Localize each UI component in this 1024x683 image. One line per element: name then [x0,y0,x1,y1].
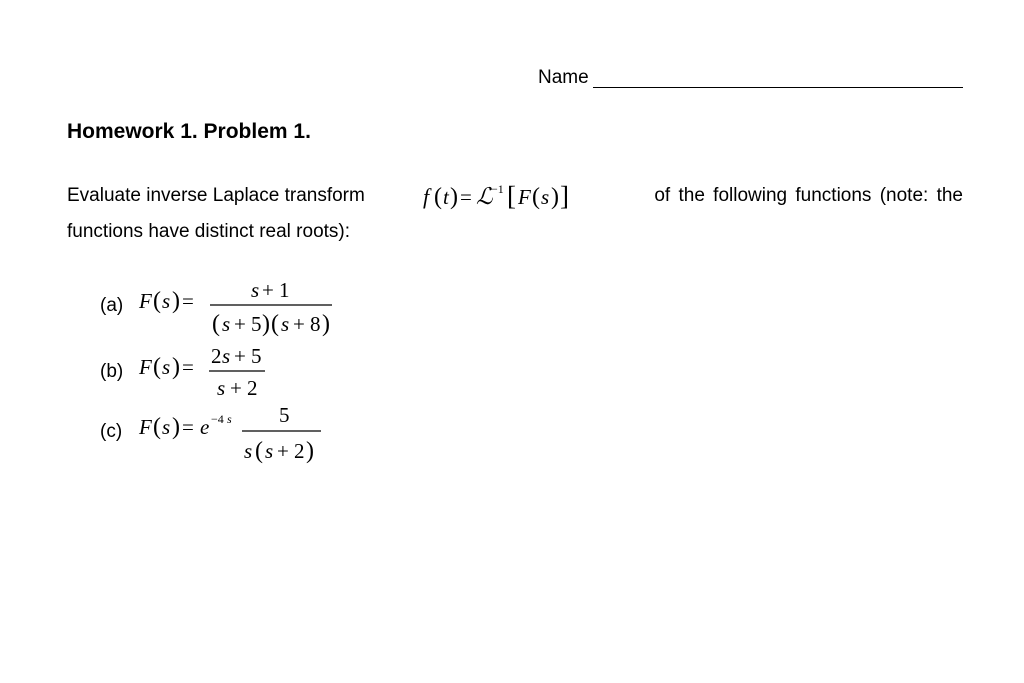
instructions-after-formula: of the following functions (note: the [654,185,963,206]
svg-text:+: + [234,312,246,336]
svg-text:8: 8 [310,312,321,336]
problem-a-formula [136,276,346,338]
instructions-line-2: functions have distinct real roots): [67,221,351,242]
problem-c-formula [136,402,336,466]
svg-text:): ) [322,311,330,337]
svg-text:(: ( [212,311,220,337]
svg-text:F: F [139,289,152,313]
svg-text:): ) [262,311,270,337]
svg-text:−4: −4 [211,412,224,426]
svg-text:s: s [244,439,253,463]
svg-text:+: + [230,376,242,400]
svg-text:t: t [443,185,449,209]
svg-text:(: ( [532,184,540,210]
svg-text:s: s [222,312,231,336]
svg-text:2: 2 [294,439,305,463]
svg-text:(: ( [153,414,161,440]
svg-text:−1: −1 [491,182,504,196]
svg-text:(: ( [271,311,279,337]
svg-text:[: [ [507,181,516,211]
svg-text:s: s [217,376,226,400]
svg-text:s: s [251,278,260,302]
svg-text:): ) [172,354,180,380]
svg-text:s: s [227,412,232,426]
svg-text:s: s [162,289,171,313]
svg-text:+: + [277,439,289,463]
svg-text:s: s [162,355,171,379]
svg-text:(: ( [153,354,161,380]
svg-text:F: F [139,355,152,379]
svg-text:2: 2 [211,344,222,368]
name-label: Name [538,67,589,88]
svg-text:): ) [450,184,458,210]
svg-text:+: + [293,312,305,336]
svg-text:f: f [423,184,430,209]
svg-text:5: 5 [251,344,262,368]
svg-text:=: = [182,415,194,439]
problem-b-label: (b) [100,361,124,382]
instructions-before-formula: Evaluate inverse Laplace transform [67,185,365,206]
problem-a-label: (a) [100,295,124,316]
svg-text:+: + [262,278,274,302]
svg-text:(: ( [255,438,263,464]
svg-text:ℒ: ℒ [476,184,493,209]
svg-text:): ) [551,184,559,210]
svg-text:e: e [200,415,210,439]
svg-text:+: + [234,344,246,368]
svg-text:(: ( [434,184,442,210]
svg-text:(: ( [153,288,161,314]
problem-b-formula [136,342,286,404]
svg-text:F: F [139,415,152,439]
inverse-laplace-formula [420,181,652,219]
name-field-row [538,62,963,88]
svg-text:5: 5 [279,403,290,427]
svg-text:): ) [172,414,180,440]
svg-text:1: 1 [279,278,290,302]
svg-text:F: F [518,185,531,209]
svg-text:s: s [162,415,171,439]
svg-text:=: = [460,185,472,209]
page-title: Homework 1. Problem 1. [67,120,311,143]
svg-text:]: ] [560,181,569,211]
svg-text:=: = [182,289,194,313]
svg-text:s: s [265,439,274,463]
svg-text:5: 5 [251,312,262,336]
name-blank-line [593,69,963,88]
svg-text:s: s [281,312,290,336]
svg-text:): ) [172,288,180,314]
svg-text:s: s [541,185,550,209]
problem-c-label: (c) [100,421,123,442]
svg-text:2: 2 [247,376,258,400]
instructions-line-1 [67,181,963,213]
svg-text:=: = [182,355,194,379]
svg-text:s: s [222,344,231,368]
svg-text:): ) [306,438,314,464]
